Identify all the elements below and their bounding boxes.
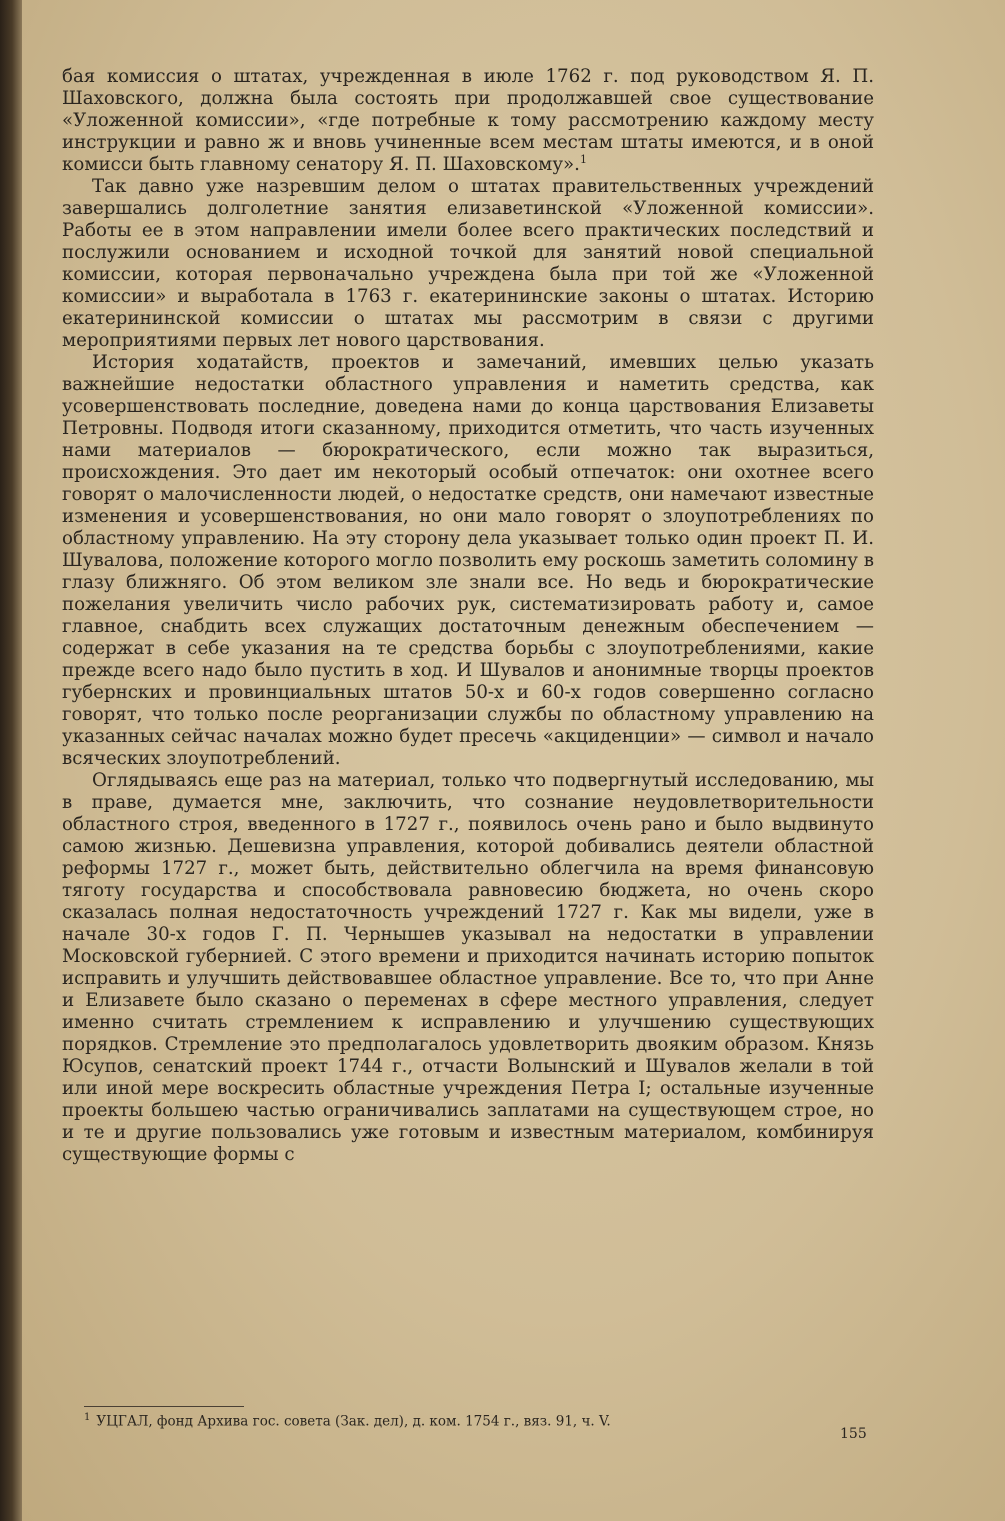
- paragraph: Так давно уже назревшим делом о штатах правительственных учреждений завершались долголетние занятия елизаветинской «Уложенной комиссии». Работы ее в этом направлении имели более всего практических последствий и послужили основанием и исходной точкой для занятий новой специальной комиссии, которая первоначально учреждена была при той же «Уложенной комиссии» и выработала в 1763 г. екатерининские законы о штатах. Историю екатерининской комиссии о штатах мы рассмотрим в связи с другими мероприятиями первых лет нового царствования.: [62, 176, 874, 351]
- footnote-marker: 1: [84, 1412, 91, 1423]
- paragraph-continued: [62, 66, 874, 176]
- body-text: [62, 66, 874, 1166]
- paragraph: История ходатайств, проектов и замечаний, имевших целью указать важнейшие недостатки областного управления и наметить средства, как усовершенствовать последние, доведена нами до конца царствования Елизаветы Петровны. Подводя итоги сказанному, приходится отметить, что часть изученных нами материалов — бюрократического, если можно так выразиться, происхождения. Это дает им некоторый особый отпечаток: они охотнее всего говорят о малочисленности людей, о недостатке средств, они намечают известные изменения и усовершенствования, но они мало говорят о злоупотреблениях по областному управлению. На эту сторону дела указывает только один проект П. И. Шувалова, положение которого могло позволить ему роскошь заметить соломину в глазу ближняго. Об этом великом зле знали все. Но ведь и бюрократические пожелания увеличить число рабочих рук, систематизировать работу и, самое главное, снабдить всех служащих достаточным денежным обеспечением — содержат в себе указания на те средства борьбы с злоупотреблениями, какие прежде всего надо было пустить в ход. И Шувалов и анонимные творцы проектов губернских и провинциальных штатов 50-х и 60-х годов совершенно согласно говорят, что только после реорганизации службы по областному управлению на указанных сейчас началах можно будет пресечь «акциденции» — символ и начало всяческих злоупотреблений.: [62, 352, 874, 769]
- book-page: [22, 0, 1005, 1521]
- paragraph: Оглядываясь еще раз на материал, только что подвергнутый исследованию, мы в праве, думается мне, заключить, что сознание неудовлетворительности областного строя, введенного в 1727 г., появилось очень рано и было выдвинуто самою жизнью. Дешевизна управления, которой добивались деятели областной реформы 1727 г., может быть, действительно облегчила на время финансовую тяготу государства и способствовала равновесию бюджета, но очень скоро сказалась полная недостаточность учреждений 1727 г. Как мы видели, уже в начале 30-х годов Г. П. Чернышев указывал на недостатки в управлении Московской губернией. С этого времени и приходится начинать историю попыток исправить и улучшить действовавшее областное управление. Все то, что при Анне и Елизавете было сказано о переменах в сфере местного управления, следует именно считать стремлением к исправлению и улучшению существующих порядков. Стремление это предполагалось удовлетворить двояким образом. Князь Юсупов, сенатский проект 1744 г., отчасти Волынский и Шувалов желали в той или иной мере воскресить областные учреждения Петра I; остальные изученные проекты большею частью ограничивались заплатами на существующем строе, но и те и другие пользовались уже готовым и известным материалом, комбинируя существующие формы с: [62, 770, 874, 1165]
- footnote-text: УЦГАЛ, фонд Архива гос. совета (Зак. дел), д. ком. 1754 г., вяз. 91, ч. V.: [96, 1413, 611, 1430]
- book-spine-shadow: [0, 0, 22, 1521]
- footnote-separator: [84, 1406, 244, 1407]
- paragraph-1-text: бая комиссия о штатах, учрежденная в июле 1762 г. под руководством Я. П. Шаховского, должна была состоять при продолжавшей свое существование «Уложенной комиссии», «где потребные к тому рассмотрению каждому месту инструкции и равно ж и вновь учиненные всем местам штаты имеются, и в оной комисси быть главному сенатору Я. П. Шаховскому».: [62, 66, 874, 175]
- page-number: 155: [840, 1426, 867, 1442]
- footnote: [84, 1412, 884, 1430]
- footnote-reference: 1: [579, 152, 587, 166]
